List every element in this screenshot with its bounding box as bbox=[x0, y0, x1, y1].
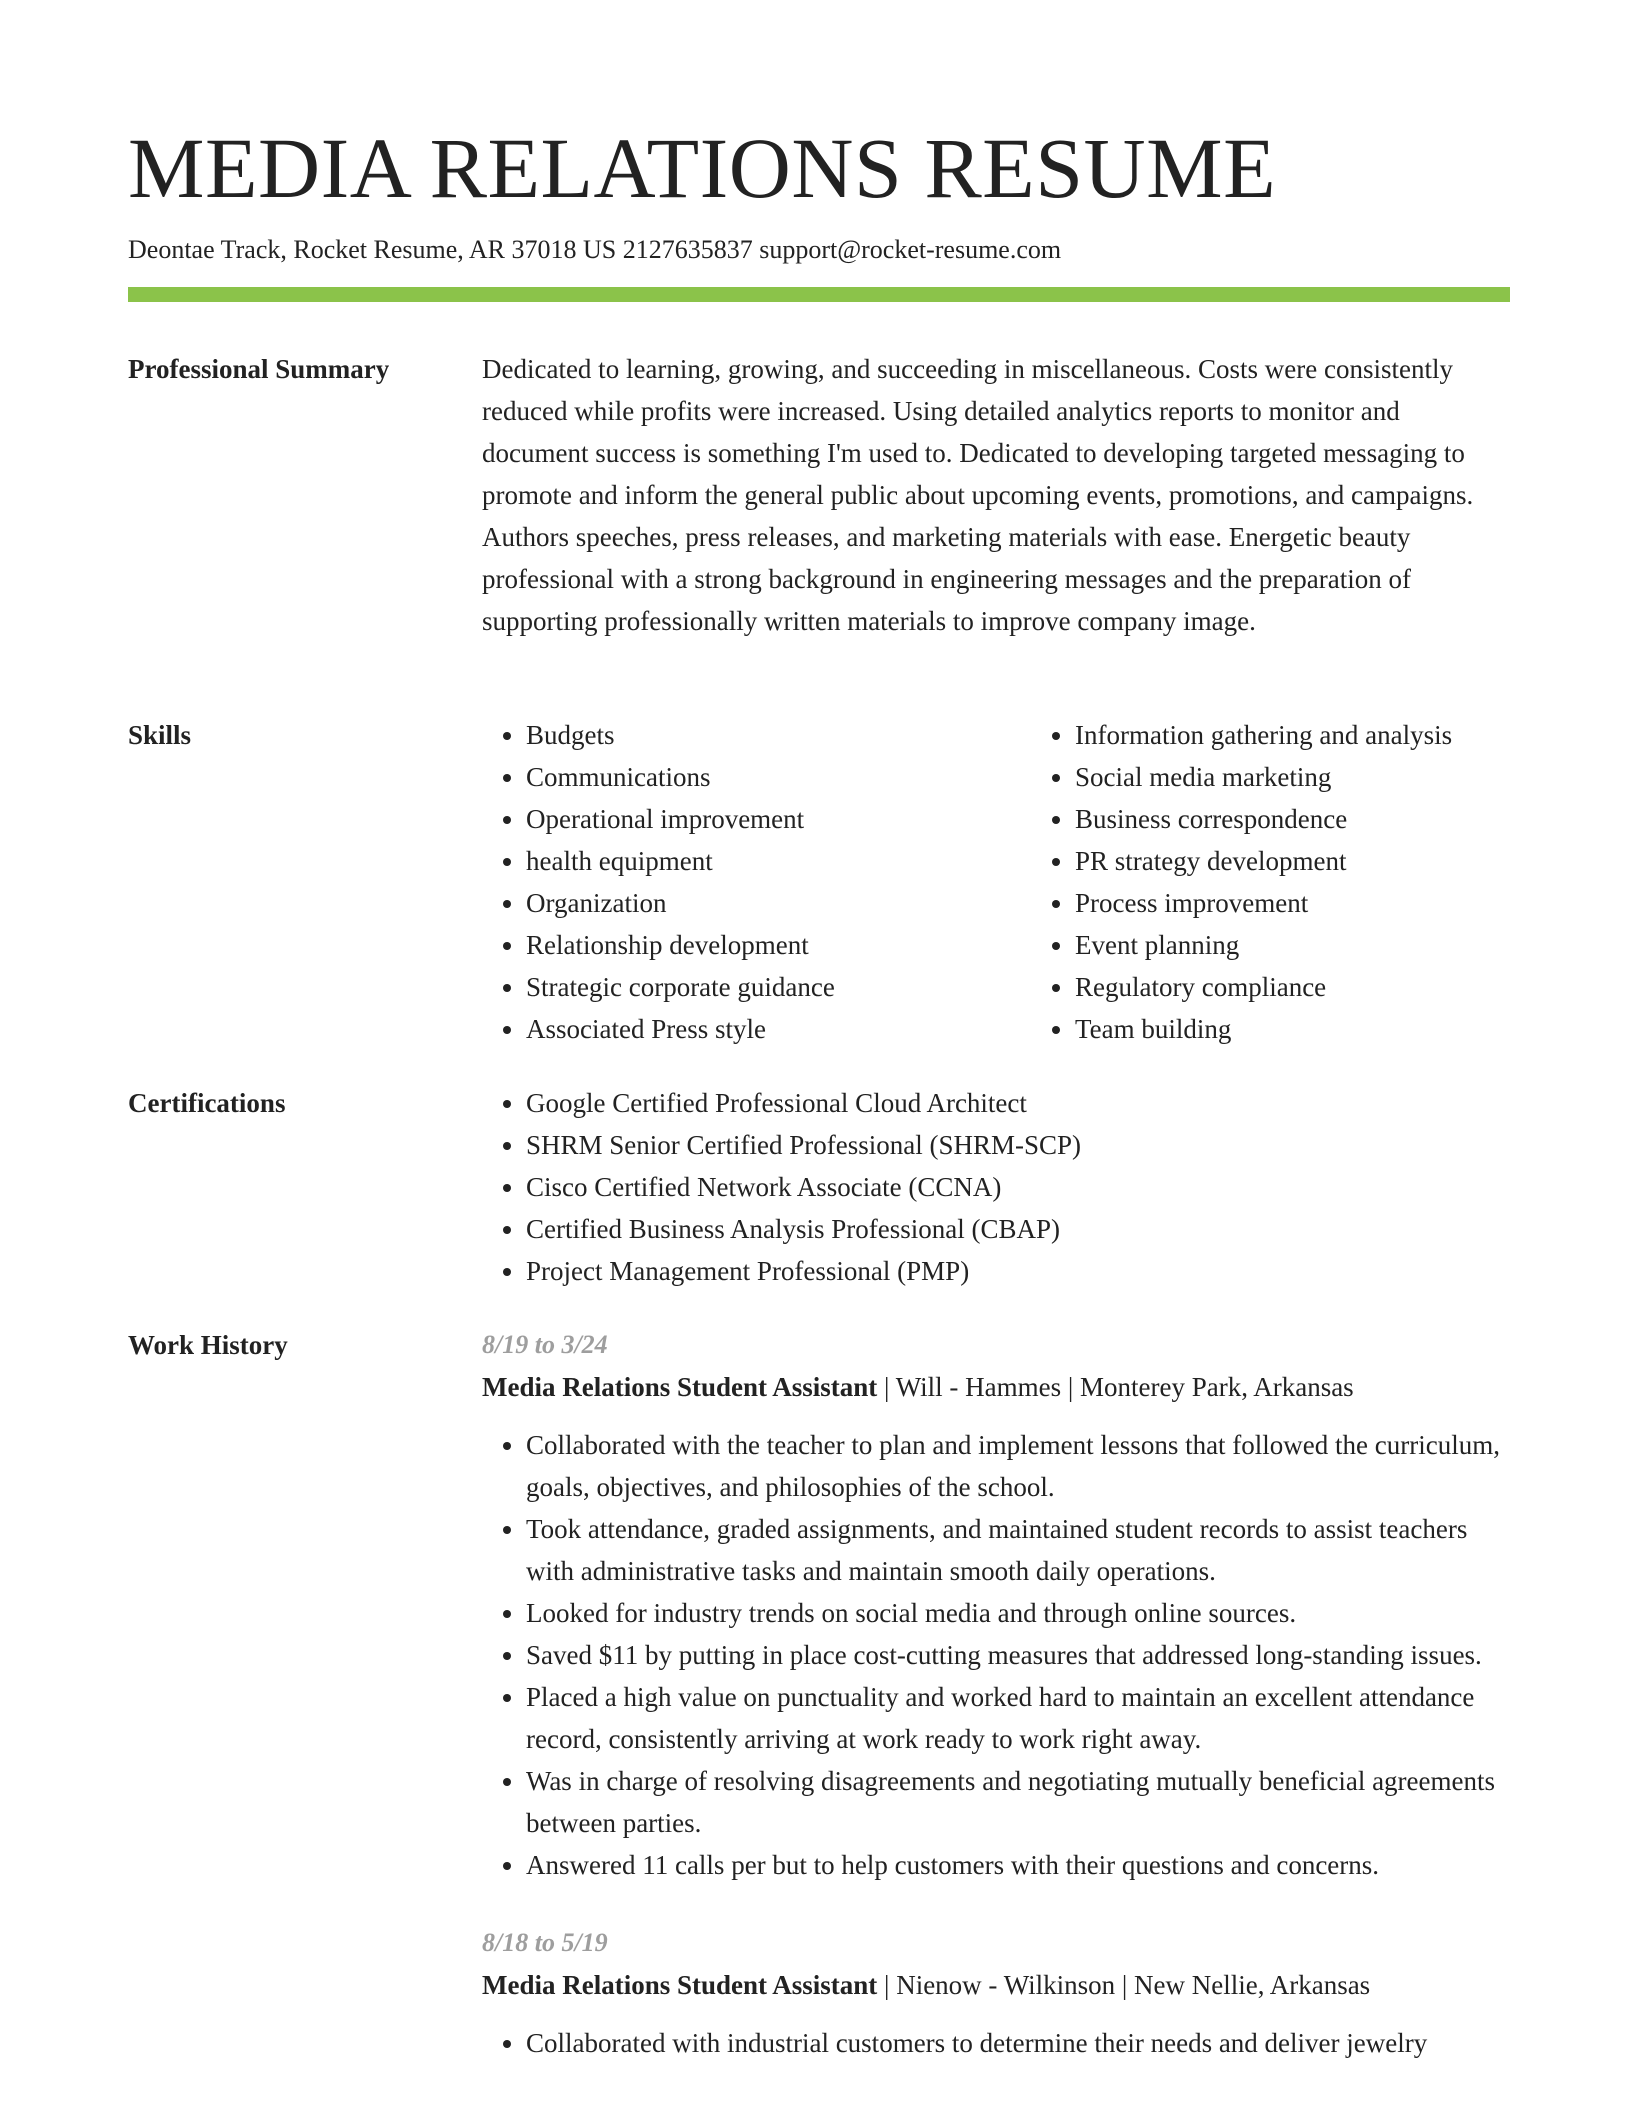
certification-item: • Cisco Certified Network Associate (CCNA) bbox=[526, 1166, 1510, 1208]
job-heading bbox=[482, 1366, 1510, 1408]
job-title: Media Relations Student Assistant bbox=[482, 1372, 878, 1402]
certifications-body bbox=[482, 1082, 1510, 1292]
job-bullets bbox=[482, 2022, 1510, 2064]
skill-item: • Operational improvement bbox=[526, 798, 1031, 840]
skills-list-left bbox=[482, 714, 1031, 1050]
skills-heading: Skills bbox=[128, 720, 192, 750]
skills-columns bbox=[482, 714, 1510, 1050]
page-title: MEDIA RELATIONS RESUME bbox=[128, 120, 1277, 216]
summary-heading: Professional Summary bbox=[128, 354, 390, 384]
job-dates: 8/19 to 3/24 bbox=[482, 1330, 608, 1359]
skill-item: • Communications bbox=[526, 756, 1031, 798]
skills-list-right bbox=[1031, 714, 1580, 1050]
skills-body bbox=[482, 714, 1510, 1050]
certification-item: • Google Certified Professional Cloud Architect bbox=[526, 1082, 1510, 1124]
skill-item: • Team building bbox=[1075, 1008, 1580, 1050]
job-bullet: • Collaborated with industrial customers to determine their needs and deliver jewelry bbox=[526, 2022, 1510, 2064]
job-bullet: • Took attendance, graded assignments, and maintained student records to assist teachers with administrative tasks and maintain smooth daily operations. bbox=[526, 1508, 1510, 1592]
resume-header bbox=[128, 118, 1510, 268]
job-bullet: • Looked for industry trends on social media and through online sources. bbox=[526, 1592, 1510, 1634]
job-bullet: • Saved $11 by putting in place cost-cutting measures that addressed long-standing issues. bbox=[526, 1634, 1510, 1676]
job-details: | Will - Hammes | Monterey Park, Arkansas bbox=[877, 1372, 1354, 1402]
contact-email: support@rocket-resume.com bbox=[759, 235, 1062, 264]
skill-item: • Regulatory compliance bbox=[1075, 966, 1580, 1008]
summary-body bbox=[482, 348, 1510, 642]
work-history-heading: Work History bbox=[128, 1330, 288, 1360]
skill-item: • Event planning bbox=[1075, 924, 1580, 966]
skill-item: • Organization bbox=[526, 882, 1031, 924]
job-bullet: • Answered 11 calls per but to help customers with their questions and concerns. bbox=[526, 1844, 1510, 1886]
skill-item: • Process improvement bbox=[1075, 882, 1580, 924]
job-heading bbox=[482, 1964, 1510, 2006]
summary-text: Dedicated to learning, growing, and succeeding in miscellaneous. Costs were consistently reduced while profits were increased. Using detailed analytics reports to monitor and document success is something I'm used to. Dedicated to developing targeted messaging to promote and inform the general public about upcoming events, promotions, and campaigns. Authors speeches, press releases, and marketing materials with ease. Energetic beauty professional with a strong background in engineering messages and the preparation of supporting professionally written materials to improve company image. bbox=[482, 354, 1474, 636]
contact-location: Rocket Resume, AR 37018 US bbox=[293, 235, 617, 264]
job-bullet: • Collaborated with the teacher to plan and implement lessons that followed the curriculum, goals, objectives, and philosophies of the school. bbox=[526, 1424, 1510, 1508]
certifications-heading: Certifications bbox=[128, 1088, 286, 1118]
job-entry bbox=[482, 1324, 1510, 1886]
job-dates: 8/18 to 5/19 bbox=[482, 1928, 608, 1957]
certification-item: • Project Management Professional (PMP) bbox=[526, 1250, 1510, 1292]
job-entry bbox=[482, 1922, 1510, 2064]
skill-item: • Associated Press style bbox=[526, 1008, 1031, 1050]
contact-phone: 2127635837 bbox=[622, 235, 753, 264]
job-bullets bbox=[482, 1424, 1510, 1886]
skill-item: • health equipment bbox=[526, 840, 1031, 882]
skill-item: • PR strategy development bbox=[1075, 840, 1580, 882]
contact-line bbox=[128, 232, 1510, 268]
job-details: | Nienow - Wilkinson | New Nellie, Arkansas bbox=[877, 1970, 1371, 2000]
work-history-body bbox=[482, 1324, 1510, 2100]
certification-item: • Certified Business Analysis Professional (CBAP) bbox=[526, 1208, 1510, 1250]
accent-divider bbox=[128, 287, 1510, 302]
skill-item: • Strategic corporate guidance bbox=[526, 966, 1031, 1008]
skill-item: • Business correspondence bbox=[1075, 798, 1580, 840]
job-bullet: • Placed a high value on punctuality and worked hard to maintain an excellent attendance record, consistently arriving at work ready to work right away. bbox=[526, 1676, 1510, 1760]
skill-item: • Budgets bbox=[526, 714, 1031, 756]
certification-item: • SHRM Senior Certified Professional (SHRM-SCP) bbox=[526, 1124, 1510, 1166]
skill-item: • Information gathering and analysis bbox=[1075, 714, 1580, 756]
job-bullet: • Was in charge of resolving disagreements and negotiating mutually beneficial agreements between parties. bbox=[526, 1760, 1510, 1844]
skill-item: • Social media marketing bbox=[1075, 756, 1580, 798]
contact-name: Deontae Track, bbox=[128, 235, 287, 264]
certifications-list bbox=[482, 1082, 1510, 1292]
skill-item: • Relationship development bbox=[526, 924, 1031, 966]
job-title: Media Relations Student Assistant bbox=[482, 1970, 878, 2000]
